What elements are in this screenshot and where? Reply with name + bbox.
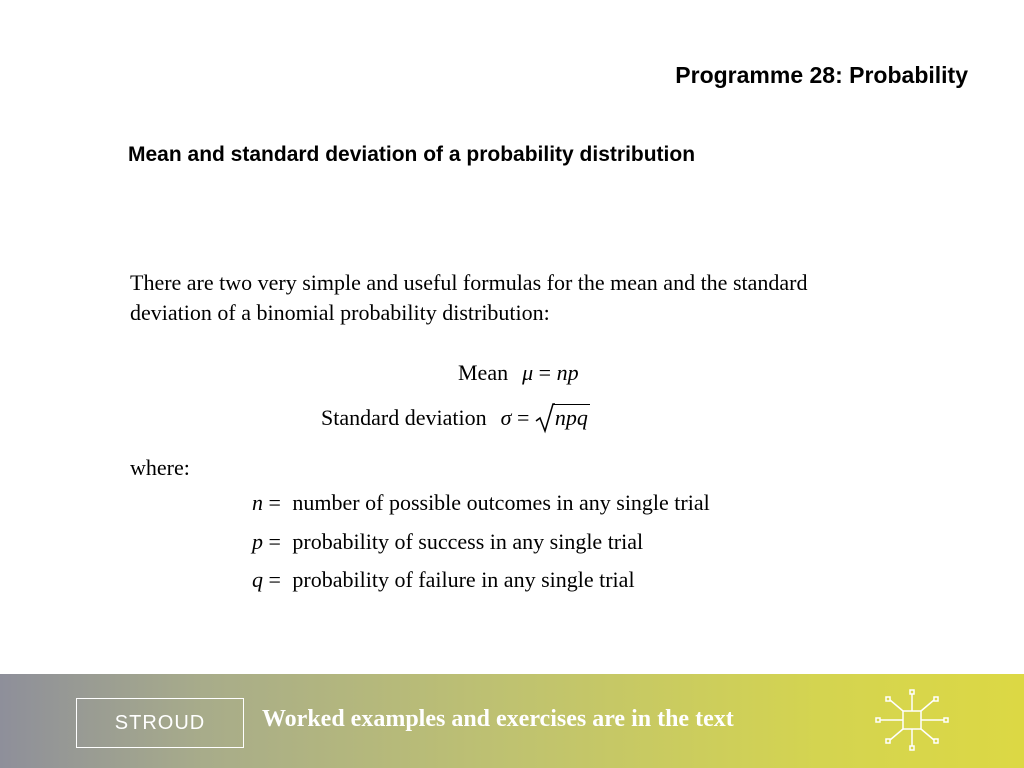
footer-bar [0, 674, 1024, 768]
definition-var: q [252, 567, 263, 592]
definition-text: probability of failure in any single trial [292, 567, 635, 592]
sigma-symbol: σ [500, 405, 512, 430]
mean-label: Mean [458, 360, 509, 385]
square-root [535, 405, 590, 431]
definition-equals: = [268, 529, 281, 554]
intro-paragraph [130, 268, 950, 328]
section-heading: Mean and standard deviation of a probability distribution [128, 143, 696, 166]
std-dev-radicand: npq [554, 405, 588, 430]
std-dev-formula [321, 405, 590, 431]
definition-equals: = [268, 567, 281, 592]
mean-formula [458, 360, 579, 386]
intro-line-2: deviation of a binomial probability distribution: [130, 300, 550, 325]
definition-row-n [252, 490, 710, 516]
mean-equals: = [538, 360, 552, 385]
std-dev-label: Standard deviation [321, 405, 487, 430]
mean-expression: np [556, 360, 579, 385]
footer-note: Worked examples and exercises are in the text [262, 706, 734, 732]
programme-title: Programme 28: Probability [675, 62, 968, 88]
mu-symbol: μ [522, 360, 534, 385]
stroud-brand-box: STROUD [76, 698, 244, 748]
definition-row-p [252, 529, 643, 555]
definition-equals: = [268, 490, 281, 515]
intro-line-1: There are two very simple and useful formulas for the mean and the standard [130, 270, 808, 295]
definition-text: probability of success in any single trial [292, 529, 644, 554]
std-dev-equals: = [516, 405, 530, 430]
network-icon [872, 688, 952, 752]
where-label: where: [130, 455, 190, 480]
definition-var: p [252, 529, 263, 554]
definition-row-q [252, 567, 635, 593]
definition-var: n [252, 490, 263, 515]
radical-sign-icon [535, 402, 555, 434]
definition-text: number of possible outcomes in any single trial [292, 490, 710, 515]
